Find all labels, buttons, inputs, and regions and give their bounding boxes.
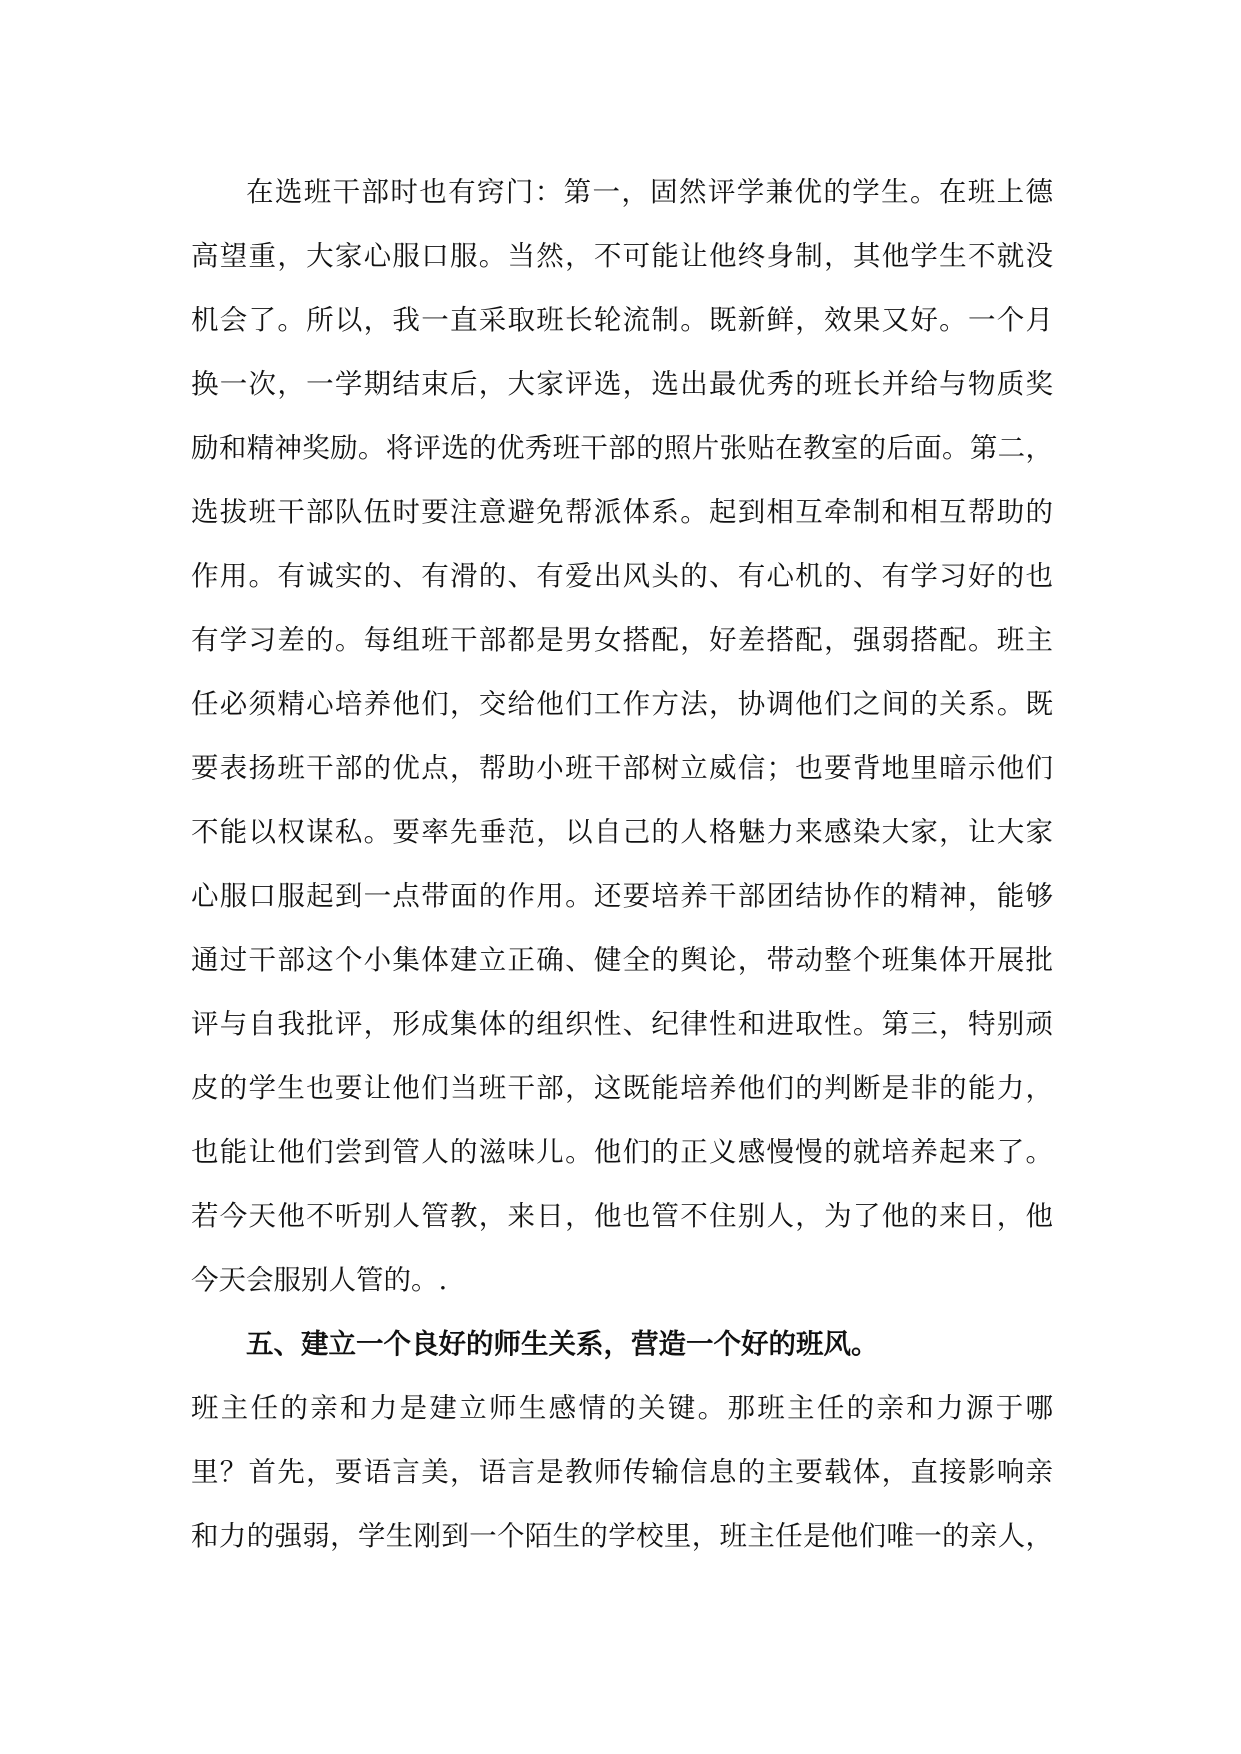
document-body (191, 160, 1053, 1568)
text-line: 里？首先，要语言美，语言是教师传输信息的主要载体，直接影响亲 (191, 1456, 1053, 1488)
text-line: 任必须精心培养他们，交给他们工作方法，协调他们之间的关系。既 (191, 688, 1053, 720)
text-line: 班主任的亲和力是建立师生感情的关键。那班主任的亲和力源于哪 (191, 1392, 1053, 1424)
text-line: 不能以权谋私。要率先垂范，以自己的人格魅力来感染大家，让大家 (191, 816, 1053, 848)
text-line: 机会了。所以，我一直采取班长轮流制。既新鲜，效果又好。一个月 (191, 304, 1053, 336)
paragraph-teacher-student-relationship (191, 1376, 1053, 1568)
text-line: 今天会服别人管的。. (191, 1264, 448, 1296)
text-line: 评与自我批评，形成集体的组织性、纪律性和进取性。第三，特别顽 (191, 1008, 1053, 1040)
text-line: 心服口服起到一点带面的作用。还要培养干部团结协作的精神，能够 (191, 880, 1053, 912)
text-line: 皮的学生也要让他们当班干部，这既能培养他们的判断是非的能力， (191, 1072, 1053, 1104)
text-line: 和力的强弱，学生刚到一个陌生的学校里，班主任是他们唯一的亲人， (191, 1520, 1053, 1552)
text-line: 也能让他们尝到管人的滋味儿。他们的正义感慢慢的就培养起来了。 (191, 1136, 1053, 1168)
text-line: 若今天他不听别人管教，来日，他也管不住别人，为了他的来日，他 (191, 1200, 1053, 1232)
text-line: 高望重，大家心服口服。当然，不可能让他终身制，其他学生不就没 (191, 240, 1053, 272)
text-line: 换一次，一学期结束后，大家评选，选出最优秀的班长并给与物质奖 (191, 368, 1053, 400)
section-heading-5: 五、建立一个良好的师生关系，营造一个好的班风。 (246, 1328, 879, 1360)
text-line: 要表扬班干部的优点，帮助小班干部树立威信；也要背地里暗示他们 (191, 752, 1053, 784)
text-line: 作用。有诚实的、有滑的、有爱出风头的、有心机的、有学习好的也 (191, 560, 1053, 592)
text-line: 在选班干部时也有窍门：第一，固然评学兼优的学生。在班上德 (246, 176, 1053, 208)
text-line: 励和精神奖励。将评选的优秀班干部的照片张贴在教室的后面。第二， (191, 432, 1053, 464)
text-line: 通过干部这个小集体建立正确、健全的舆论，带动整个班集体开展批 (191, 944, 1053, 976)
text-line: 选拔班干部队伍时要注意避免帮派体系。起到相互牵制和相互帮助的 (191, 496, 1053, 528)
paragraph-class-leader-selection (191, 160, 1053, 1312)
text-line: 有学习差的。每组班干部都是男女搭配，好差搭配，强弱搭配。班主 (191, 624, 1053, 656)
